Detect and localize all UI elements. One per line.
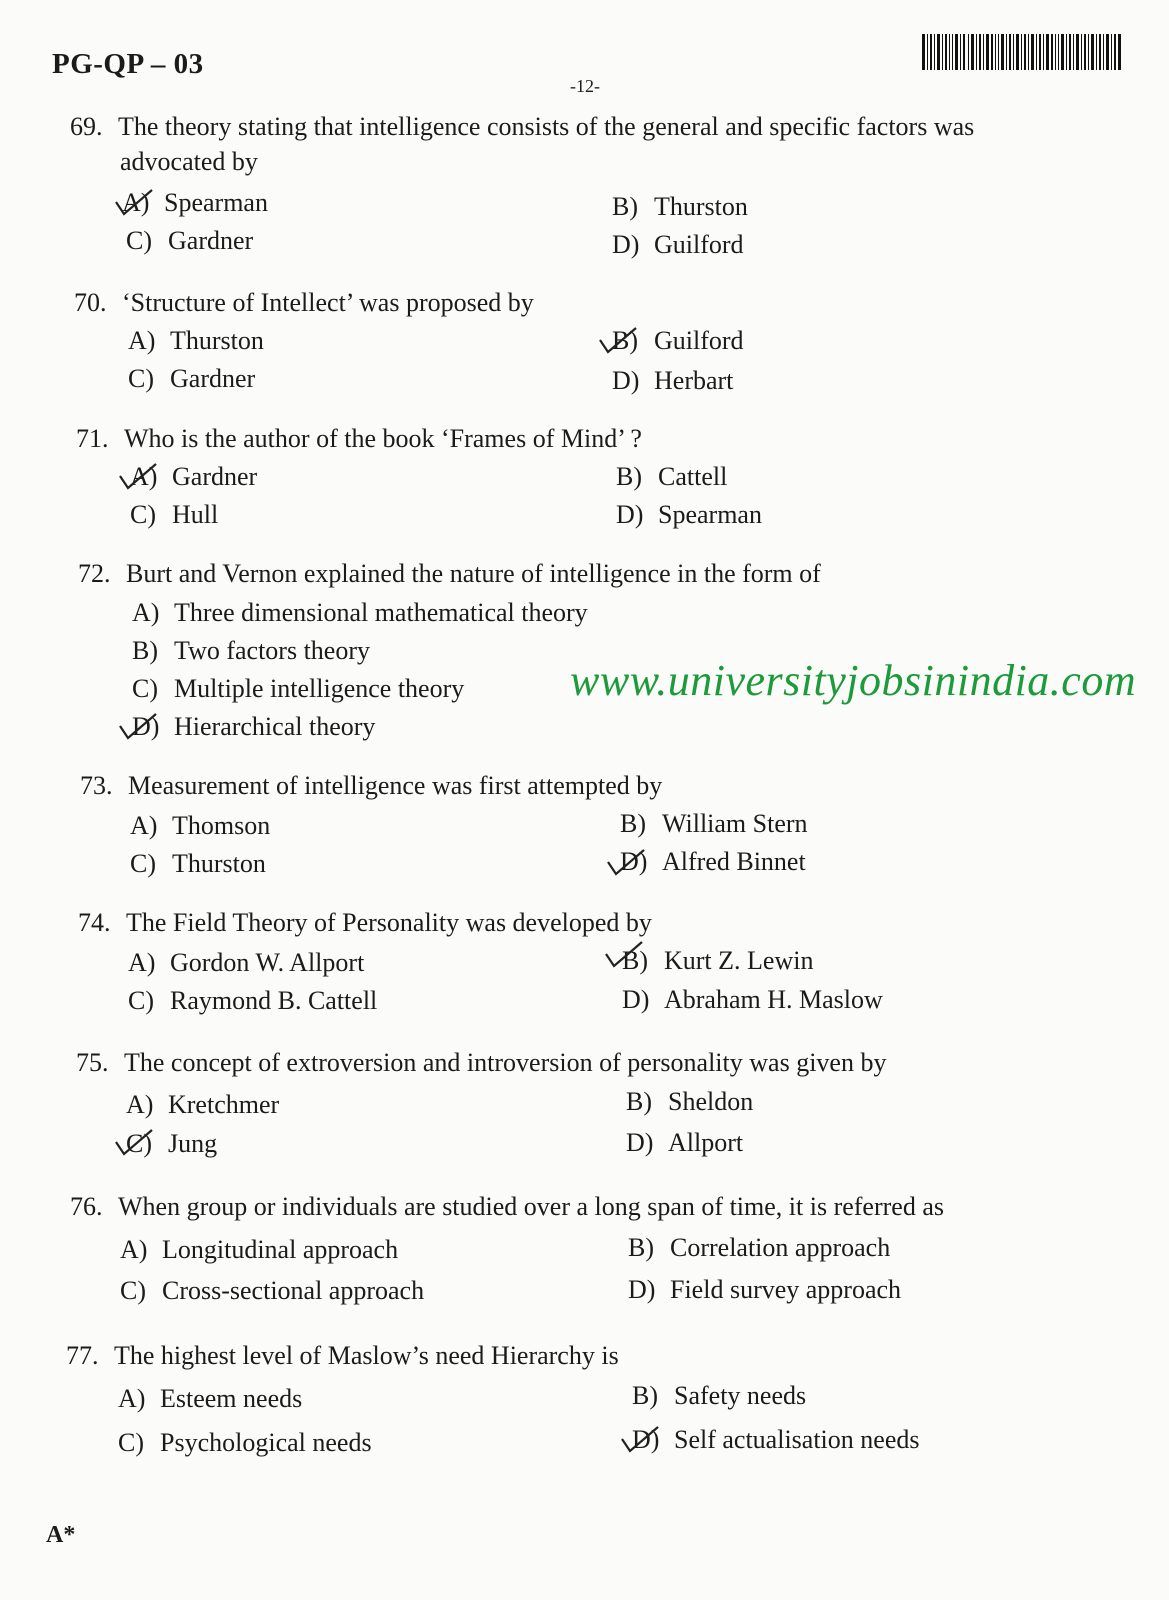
option-label: A) — [120, 1235, 148, 1264]
option-label: D) — [628, 1275, 656, 1304]
option-b — [622, 946, 813, 976]
option-a — [118, 1384, 302, 1414]
option-text: Gardner — [172, 462, 258, 491]
option-b — [628, 1233, 890, 1263]
series-code: A* — [46, 1522, 76, 1548]
question-number: 72. — [78, 559, 111, 588]
option-d — [612, 366, 733, 396]
barcode — [922, 34, 1122, 70]
option-label: C) — [130, 849, 156, 878]
option-a — [130, 811, 270, 841]
option-text: Field survey approach — [670, 1275, 902, 1304]
question-71 — [76, 424, 642, 454]
page-number: -12- — [570, 76, 600, 96]
option-text: Guilford — [654, 230, 744, 259]
option-label: A) — [126, 1090, 154, 1119]
option-text: Esteem needs — [160, 1384, 303, 1413]
question-text: The Field Theory of Personality was developed by — [126, 908, 652, 937]
option-label: D) — [632, 1425, 660, 1454]
option-text: Sheldon — [668, 1087, 754, 1116]
option-text: Spearman — [658, 500, 762, 529]
option-label: A) — [128, 326, 156, 355]
option-c — [130, 500, 218, 530]
option-text: Thurston — [654, 192, 748, 221]
option-a — [132, 598, 588, 628]
question-number: 74. — [78, 908, 111, 937]
option-label: A) — [122, 188, 150, 217]
option-b — [132, 636, 370, 666]
option-label: A) — [118, 1384, 146, 1413]
option-c — [118, 1428, 372, 1458]
option-label: C) — [118, 1428, 144, 1457]
question-76 — [70, 1192, 944, 1222]
question-text: ‘Structure of Intellect’ was proposed by — [122, 288, 534, 317]
question-77 — [66, 1341, 619, 1371]
option-a — [120, 1235, 398, 1265]
option-label: B) — [626, 1087, 652, 1116]
question-number: 73. — [80, 771, 113, 800]
option-text: Safety needs — [674, 1381, 807, 1410]
option-label: D) — [626, 1128, 654, 1157]
option-label: B) — [622, 946, 648, 975]
question-text-continued: advocated by — [120, 147, 258, 176]
option-text: Hierarchical theory — [174, 712, 376, 741]
option-a — [122, 188, 268, 218]
option-label: D) — [616, 500, 644, 529]
option-text: Three dimensional mathematical theory — [174, 598, 588, 627]
option-text: Spearman — [164, 188, 268, 217]
question-text: Measurement of intelligence was first attempted by — [128, 771, 663, 800]
option-d — [628, 1275, 901, 1305]
option-c — [128, 364, 255, 394]
option-text: Alfred Binnet — [662, 847, 806, 876]
option-text: Thurston — [172, 849, 266, 878]
question-74 — [78, 908, 652, 938]
question-70 — [74, 288, 534, 318]
option-text: Cattell — [658, 462, 728, 491]
option-label: B) — [616, 462, 642, 491]
option-label: A) — [128, 948, 156, 977]
option-text: William Stern — [662, 809, 808, 838]
option-b — [632, 1381, 806, 1411]
question-text: Burt and Vernon explained the nature of intelligence in the form of — [126, 559, 821, 588]
option-c — [126, 226, 253, 256]
option-text: Gordon W. Allport — [170, 948, 365, 977]
option-text: Psychological needs — [160, 1428, 372, 1457]
option-text: Herbart — [654, 366, 734, 395]
option-label: C) — [120, 1276, 146, 1305]
option-text: Self actualisation needs — [674, 1425, 920, 1454]
option-b — [620, 809, 808, 839]
option-label: C) — [128, 364, 154, 393]
option-text: Hull — [172, 500, 219, 529]
option-text: Raymond B. Cattell — [170, 986, 378, 1015]
question-number: 71. — [76, 424, 109, 453]
option-label: B) — [632, 1381, 658, 1410]
option-d — [626, 1128, 743, 1158]
option-label: A) — [130, 462, 158, 491]
option-a — [126, 1090, 279, 1120]
option-text: Abraham H. Maslow — [664, 985, 883, 1014]
option-text: Thomson — [172, 811, 271, 840]
question-number: 70. — [74, 288, 107, 317]
option-text: Longitudinal approach — [162, 1235, 399, 1264]
option-label: D) — [612, 366, 640, 395]
question-text: The concept of extroversion and introversion of personality was given by — [124, 1048, 887, 1077]
option-text: Correlation approach — [670, 1233, 891, 1262]
option-c — [128, 986, 377, 1016]
option-label: B) — [628, 1233, 654, 1262]
question-text: The highest level of Maslow’s need Hierarchy is — [114, 1341, 619, 1370]
question-72 — [78, 559, 821, 589]
option-text: Gardner — [170, 364, 256, 393]
option-text: Allport — [668, 1128, 744, 1157]
option-label: D) — [132, 712, 160, 741]
option-d — [620, 847, 806, 877]
option-d — [132, 712, 375, 742]
option-c — [120, 1276, 424, 1306]
question-text: The theory stating that intelligence consists of the general and specific factors was — [118, 112, 975, 141]
question-number: 76. — [70, 1192, 103, 1221]
option-label: C) — [128, 986, 154, 1015]
option-label: D) — [622, 985, 650, 1014]
option-text: Two factors theory — [174, 636, 371, 665]
paper-code: PG-QP – 03 — [52, 48, 204, 80]
option-text: Cross-sectional approach — [162, 1276, 425, 1305]
option-text: Guilford — [654, 326, 744, 355]
option-label: D) — [612, 230, 640, 259]
option-text: Thurston — [170, 326, 264, 355]
option-text: Kretchmer — [168, 1090, 280, 1119]
option-a — [130, 462, 257, 492]
option-text: Multiple intelligence theory — [174, 674, 465, 703]
option-text: Gardner — [168, 226, 254, 255]
option-d — [616, 500, 762, 530]
question-69 — [70, 112, 974, 142]
option-label: C) — [132, 674, 158, 703]
option-label: C) — [126, 1129, 152, 1158]
option-label: B) — [612, 326, 638, 355]
option-label: A) — [130, 811, 158, 840]
question-75 — [76, 1048, 886, 1078]
option-text: Jung — [168, 1129, 218, 1158]
option-text: Kurt Z. Lewin — [664, 946, 814, 975]
question-text: Who is the author of the book ‘Frames of Mind’ ? — [124, 424, 642, 453]
question-73 — [80, 771, 662, 801]
option-c — [132, 674, 464, 704]
option-b — [612, 192, 748, 222]
option-a — [128, 326, 264, 356]
option-c — [126, 1129, 217, 1159]
option-b — [616, 462, 727, 492]
option-c — [130, 849, 266, 879]
question-number: 75. — [76, 1048, 109, 1077]
option-label: B) — [620, 809, 646, 838]
option-d — [632, 1425, 919, 1455]
question-text: When group or individuals are studied over a long span of time, it is referred as — [118, 1192, 944, 1221]
question-number: 77. — [66, 1341, 99, 1370]
website-watermark: www.universityjobsinindia.com — [570, 656, 1137, 705]
question-number: 69. — [70, 112, 103, 141]
option-label: C) — [126, 226, 152, 255]
option-b — [626, 1087, 753, 1117]
option-d — [612, 230, 744, 260]
option-a — [128, 948, 364, 978]
option-label: A) — [132, 598, 160, 627]
option-b — [612, 326, 744, 356]
option-label: D) — [620, 847, 648, 876]
option-label: B) — [132, 636, 158, 665]
option-label: C) — [130, 500, 156, 529]
option-label: B) — [612, 192, 638, 221]
option-d — [622, 985, 883, 1015]
